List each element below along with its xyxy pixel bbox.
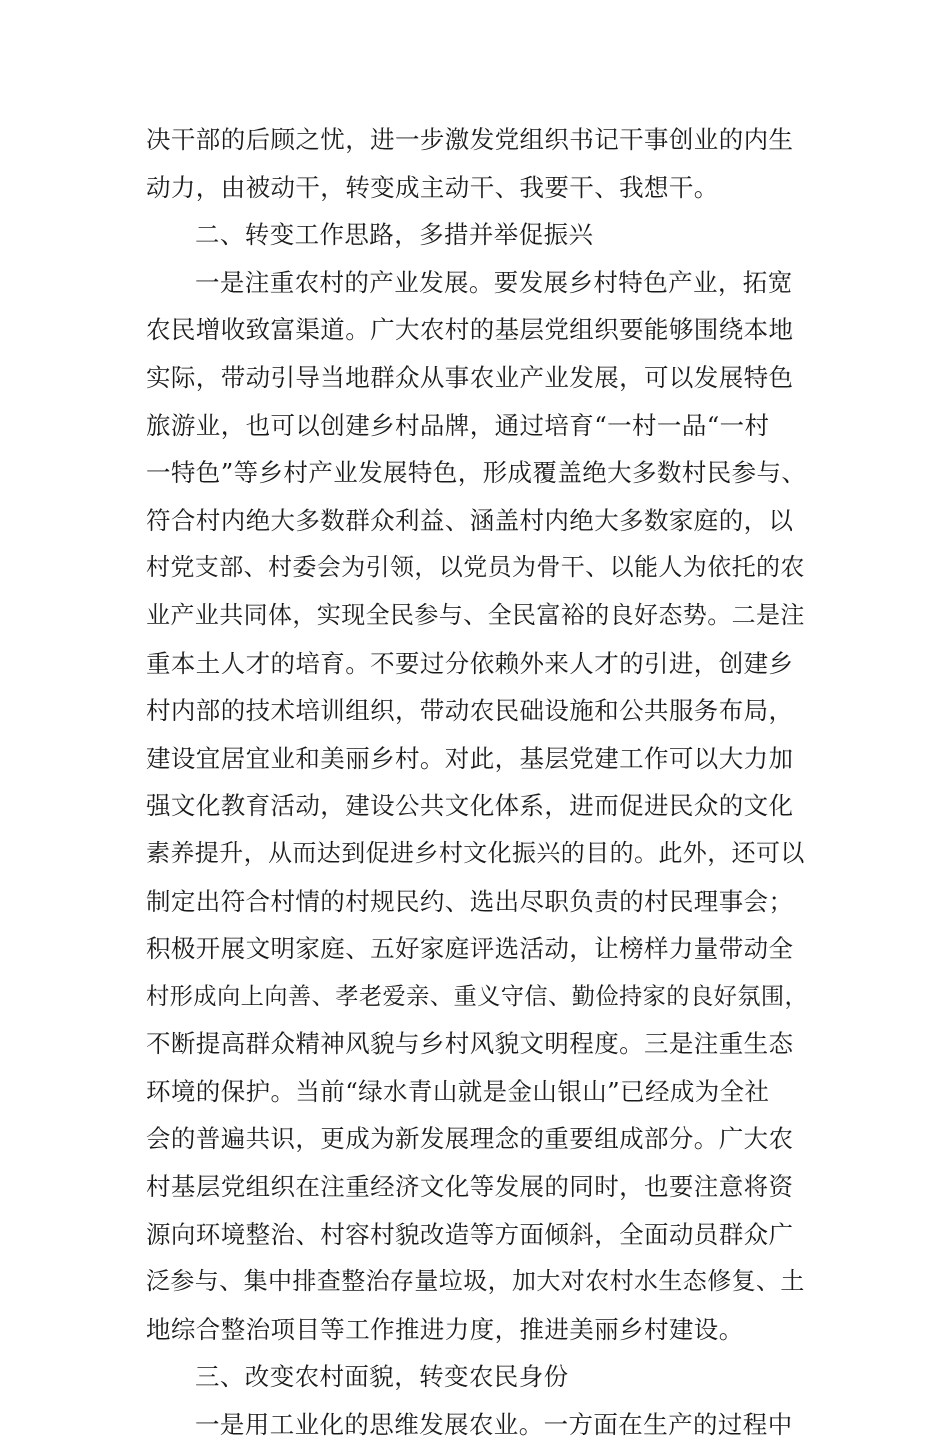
- text-line: 积极开展文明家庭、五好家庭评选活动，让榜样力量带动全: [146, 934, 794, 964]
- text-line: 环境的保护。当前“绿水青山就是金山银山”已经成为全社: [146, 1076, 770, 1106]
- section-heading: 二、转变工作思路，多措并举促振兴: [195, 220, 594, 250]
- text-line: 符合村内绝大多数群众利益、涵盖村内绝大多数家庭的，以: [146, 505, 794, 535]
- text-line: 村党支部、村委会为引领，以党员为骨干、以能人为依托的农: [146, 553, 805, 582]
- text-line: 村内部的技术培训组织，带动农民础设施和公共服务布局，: [146, 696, 794, 726]
- text-line: 村基层党组织在注重经济文化等发展的同时，也要注意将资: [146, 1172, 794, 1202]
- text-line: 村形成向上向善、孝老爱亲、重义守信、勤俭持家的良好氛围，: [146, 982, 809, 1010]
- section-heading: 三、改变农村面貌，转变农民身份: [195, 1362, 569, 1392]
- text-line: 业产业共同体，实现全民参与、全民富裕的良好态势。二是注: [146, 600, 805, 629]
- text-line: 强文化教育活动，建设公共文化体系，进而促进民众的文化: [146, 791, 794, 821]
- text-line: 制定出符合村情的村规民约、选出尽职负责的村民理事会；: [146, 886, 794, 916]
- text-line: 动力，由被动干，转变成主动干、我要干、我想干。: [146, 172, 719, 202]
- text-line: 会的普遍共识，更成为新发展理念的重要组成部分。广大农: [146, 1124, 794, 1154]
- document-body: [146, 116, 810, 1449]
- text-line: 地综合整治项目等工作推进力度，推进美丽乡村建设。: [146, 1314, 744, 1344]
- text-line: 泛参与、集中排查整治存量垃圾，加大对农村水生态修复、土: [146, 1267, 805, 1296]
- text-line: 重本土人才的培育。不要过分依赖外来人才的引进，创建乡: [146, 648, 794, 678]
- paragraph-start-line: 一是注重农村的产业发展。要发展乡村特色产业，拓宽: [195, 267, 793, 297]
- text-line: 素养提升，从而达到促进乡村文化振兴的目的。此外，还可以: [146, 838, 805, 867]
- text-line: 不断提高群众精神风貌与乡村风貌文明程度。三是注重生态: [146, 1029, 794, 1059]
- text-line: 源向环境整治、村容村貌改造等方面倾斜，全面动员群众广: [146, 1219, 794, 1249]
- text-line: 建设宜居宜业和美丽乡村。对此，基层党建工作可以大力加: [146, 743, 794, 773]
- text-line: 一特色”等乡村产业发展特色，形成覆盖绝大多数村民参与、: [146, 458, 807, 488]
- text-line: 实际，带动引导当地群众从事农业产业发展，可以发展特色: [146, 362, 794, 392]
- text-line: 旅游业，也可以创建乡村品牌，通过培育“一村一品“一村: [146, 410, 770, 440]
- text-line: 农民增收致富渠道。广大农村的基层党组织要能够围绕本地: [146, 315, 794, 345]
- paragraph-start-line: 一是用工业化的思维发展农业。一方面在生产的过程中: [195, 1410, 793, 1440]
- text-line: 决干部的后顾之忧，进一步激发党组织书记干事创业的内生: [146, 125, 794, 154]
